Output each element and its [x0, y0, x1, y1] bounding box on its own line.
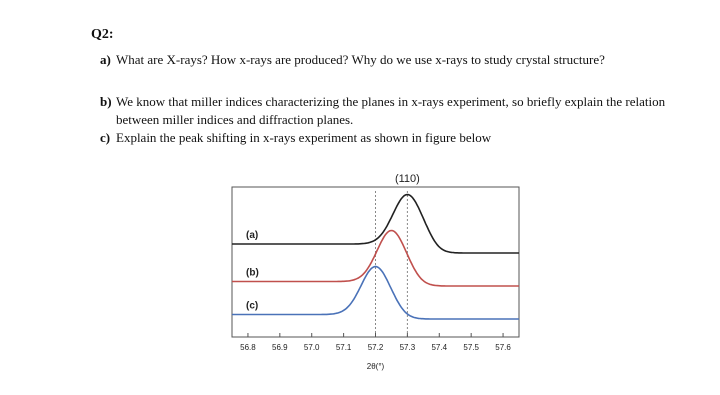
- x-tick-label: 57.3: [399, 343, 416, 352]
- x-tick-label: 57.2: [367, 343, 384, 352]
- item-text: What are X-rays? How x-rays are produced? Why do we use x-rays to study crystal structure?: [116, 52, 605, 67]
- x-tick-label: 57.4: [431, 343, 448, 352]
- x-tick-label: 57.6: [495, 343, 511, 352]
- item-label: b): [100, 94, 112, 109]
- item-label: a): [100, 52, 111, 67]
- x-axis-label: 2θ(°): [366, 362, 385, 371]
- x-tick-label: 56.9: [272, 343, 288, 352]
- item-text: Explain the peak shifting in x-rays experiment as shown in figure below: [116, 130, 492, 145]
- item-text: We know that miller indices characterizing the planes in x-rays experiment, so briefly explain the relation between miller indices and diffraction planes.: [116, 94, 666, 127]
- x-tick-label: 57.5: [463, 343, 479, 352]
- series-label: (c): [246, 300, 259, 312]
- item-label: c): [100, 130, 111, 145]
- question-number: Q2:: [91, 27, 114, 42]
- series-label: (a): [246, 230, 259, 241]
- x-tick-label: 56.8: [240, 343, 256, 352]
- x-tick-label: 57.0: [303, 343, 320, 352]
- x-tick-label: 57.1: [335, 343, 352, 352]
- series-label: (b): [246, 267, 259, 279]
- chart-title: (110): [394, 173, 420, 185]
